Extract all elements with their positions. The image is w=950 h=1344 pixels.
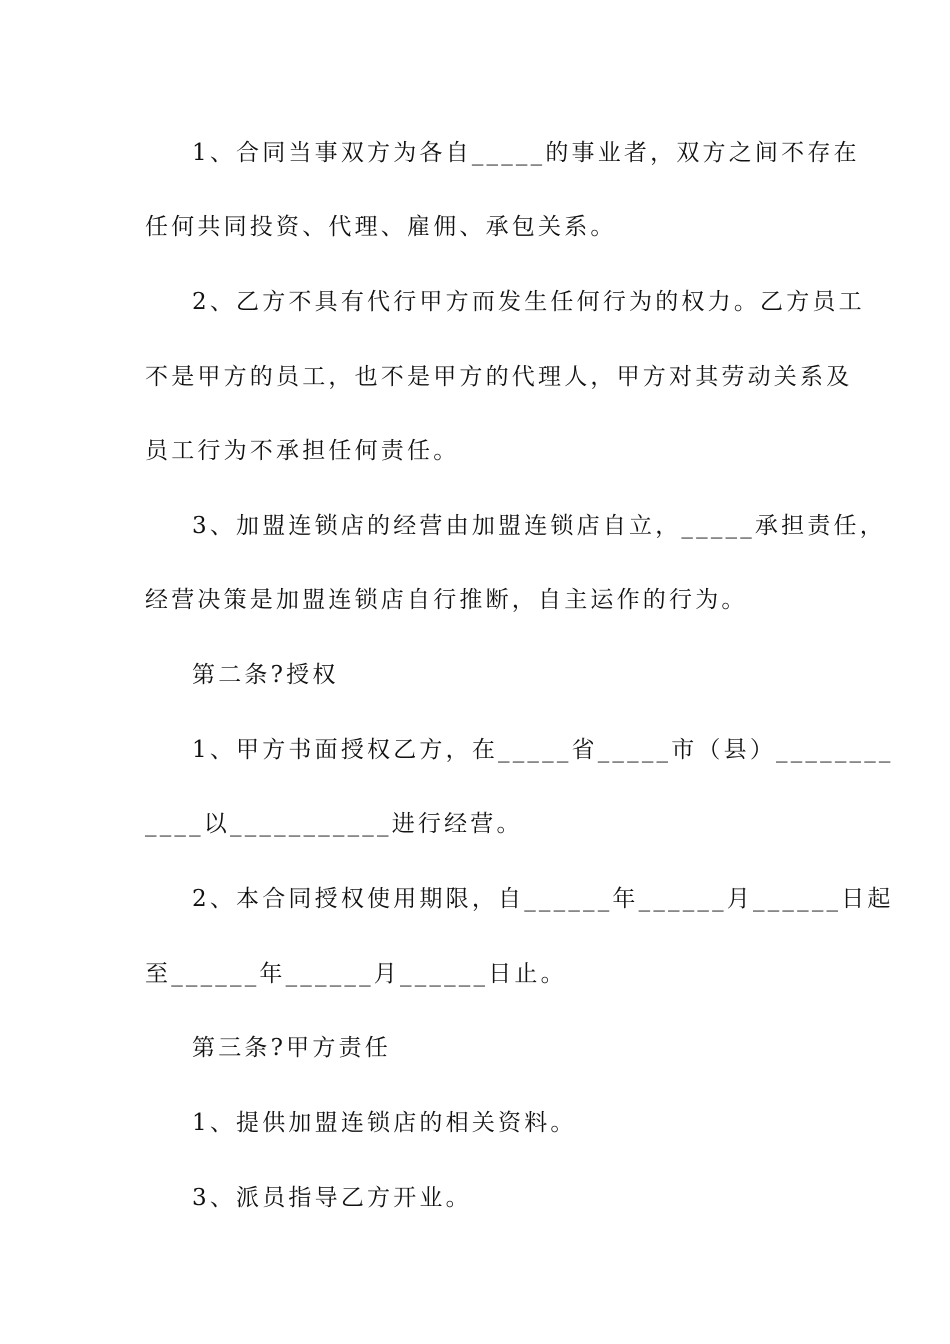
- paragraph-line-14: 1、提供加盟连锁店的相关资料。: [192, 1110, 577, 1136]
- paragraph-line-6: 3、加盟连锁店的经营由加盟连锁店自立，_____承担责任，: [192, 513, 886, 539]
- paragraph-line-15: 3、派员指导乙方开业。: [192, 1185, 472, 1211]
- paragraph-line-11: 2、本合同授权使用期限，自______年______月______日起: [192, 886, 894, 912]
- paragraph-line-3: 2、乙方不具有代行甲方而发生任何行为的权力。乙方员工: [192, 289, 865, 315]
- paragraph-line-1: 1、合同当事双方为各自_____的事业者，双方之间不存在: [192, 140, 860, 166]
- paragraph-line-9: 1、甲方书面授权乙方，在_____省_____市（县）________: [192, 737, 894, 763]
- section-heading-party-a-responsibility: 第三条?甲方责任: [192, 1035, 391, 1061]
- paragraph-line-2: 任何共同投资、代理、雇佣、承包关系。: [145, 214, 617, 240]
- paragraph-line-10: ____以___________进行经营。: [145, 811, 523, 837]
- paragraph-line-12: 至______年______月______日止。: [145, 961, 567, 987]
- paragraph-line-4: 不是甲方的员工，也不是甲方的代理人，甲方对其劳动关系及: [145, 364, 853, 390]
- section-heading-authorization: 第二条?授权: [192, 662, 339, 688]
- paragraph-line-7: 经营决策是加盟连锁店自行推断，自主运作的行为。: [145, 587, 748, 613]
- paragraph-line-5: 员工行为不承担任何责任。: [145, 438, 460, 464]
